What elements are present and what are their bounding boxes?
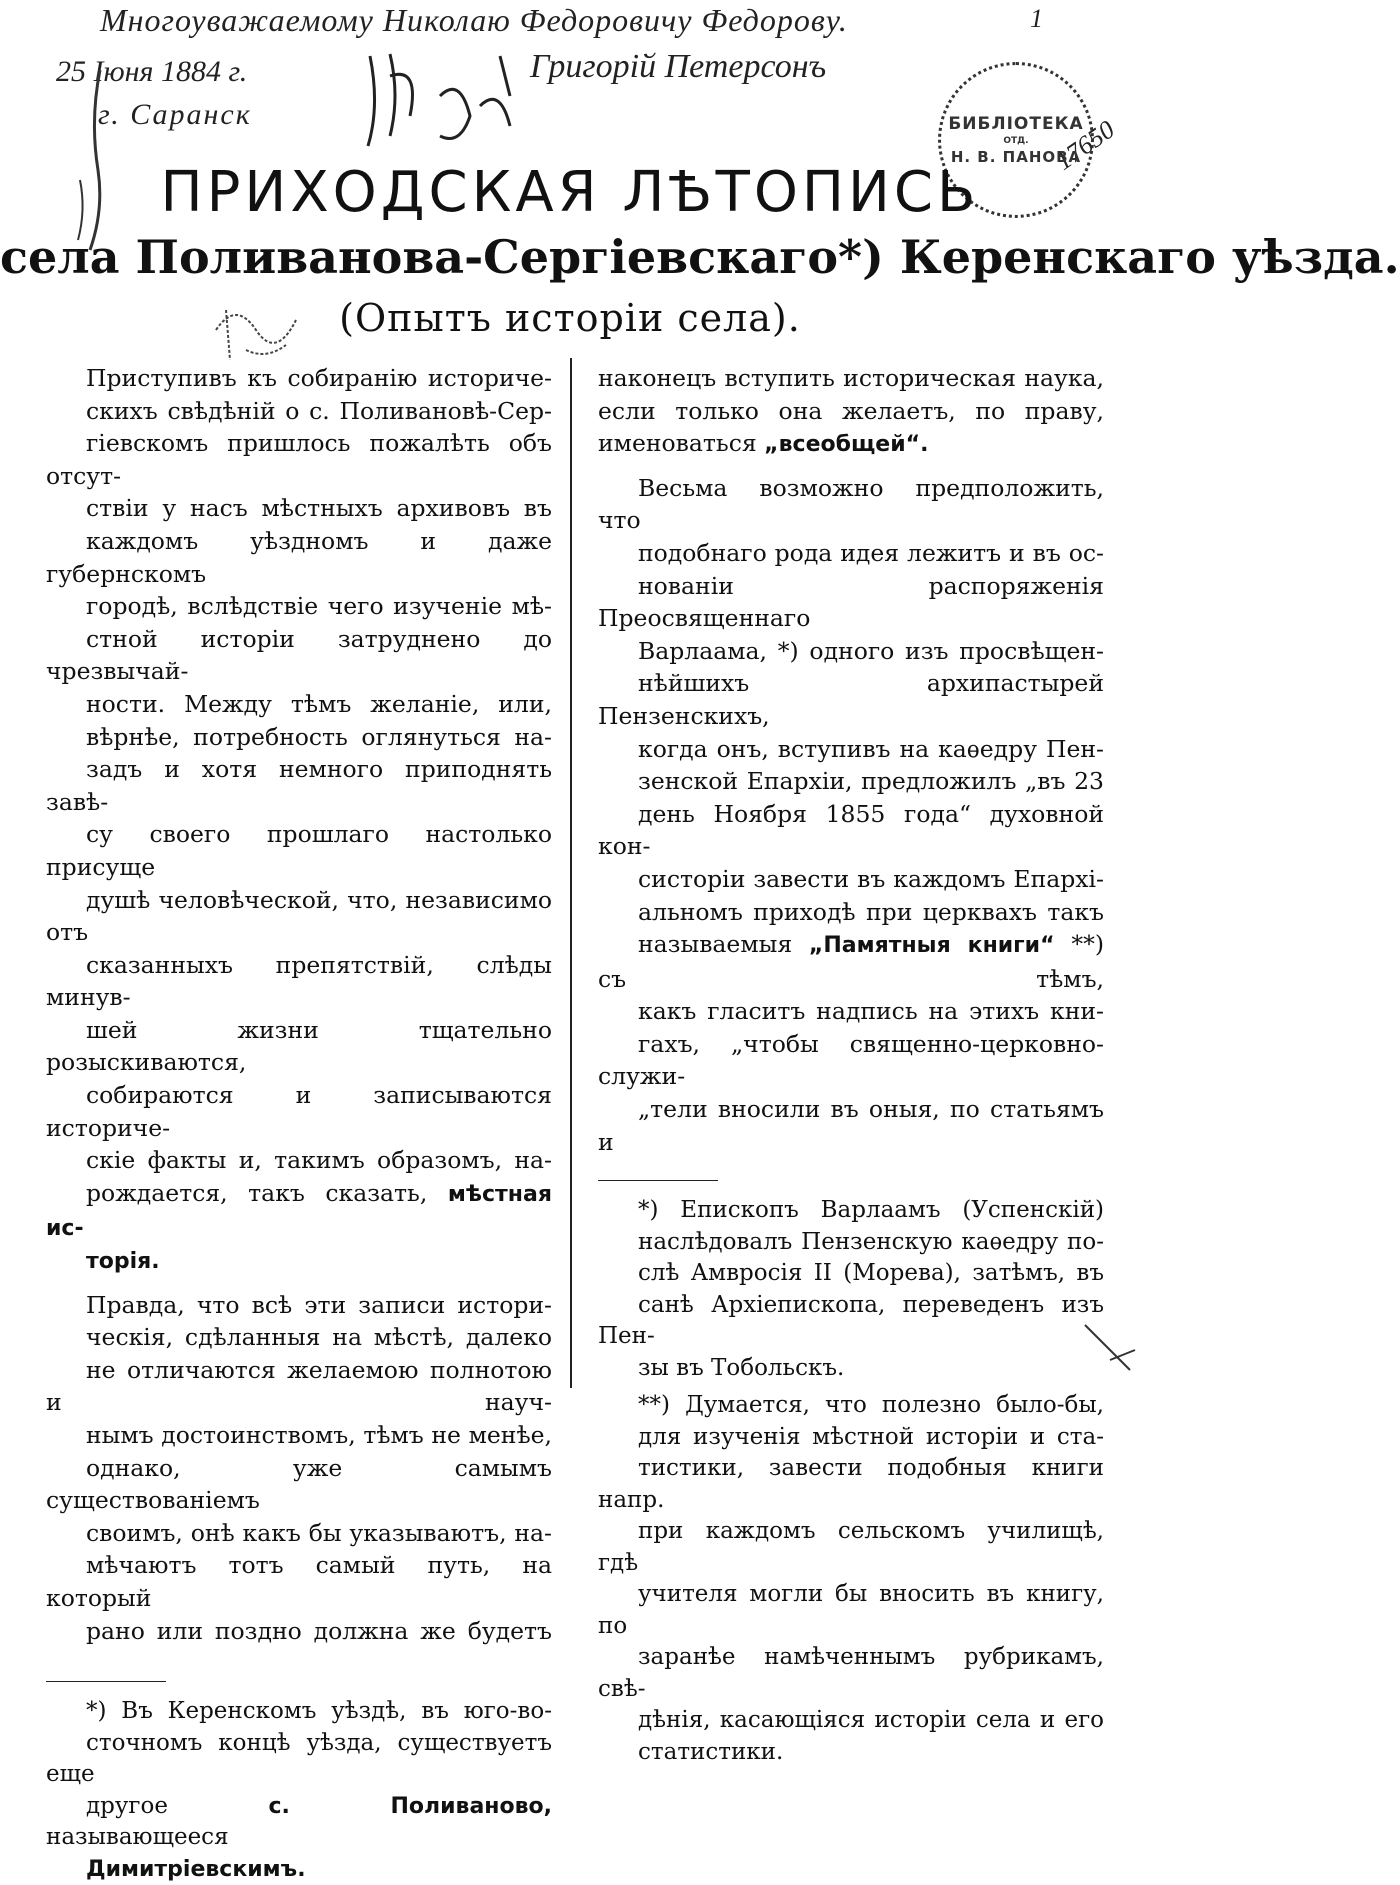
text-line: рано или поздно должна же будетъ xyxy=(86,1616,552,1645)
text-line: наконецъ вступить историческая наука, xyxy=(598,364,1104,392)
text-line: гіевскомъ пришлось пожалѣть объ отсут- xyxy=(46,429,552,490)
text-line: скіе факты и, такимъ образомъ, на- xyxy=(86,1146,552,1175)
text-line: скихъ свѣдѣній о с. Поливановѣ-Сер- xyxy=(86,396,552,425)
text-line: нымъ достоинствомъ, тѣмъ не менѣе, xyxy=(86,1421,552,1449)
emphasis-text: Поливаново, xyxy=(390,1793,552,1819)
text-fragment: называющееся xyxy=(46,1824,229,1851)
text-line: своимъ, онѣ какъ бы указываютъ, на- xyxy=(86,1518,552,1547)
paragraph-gap xyxy=(598,462,1104,472)
text-line: гахъ, „чтобы священно-церковно-служи- xyxy=(598,1029,1104,1091)
right-paragraph-1 xyxy=(598,362,1104,462)
handwritten-dedication: Многоуважаемому Николаю Федоровичу Федорову. xyxy=(100,2,848,38)
emphasis-text: „всеобщей“. xyxy=(764,432,929,458)
text-line: зы въ Тобольскъ. xyxy=(638,1354,845,1381)
text-line: шей жизни тщательно розыскиваются, xyxy=(46,1015,552,1077)
text-fragment: другое xyxy=(86,1792,168,1819)
text-line: *) Епископъ Варлаамъ (Успенскій) xyxy=(638,1197,1104,1224)
emphasis-text: мѣстная ис- xyxy=(46,1181,552,1242)
text-line: ствіи у насъ мѣстныхъ архивовъ въ xyxy=(86,494,552,523)
text-fragment: рождается, такъ сказать, xyxy=(86,1178,428,1207)
text-line: Приступивъ къ собиранію историче- xyxy=(86,364,552,392)
stamp-line1: БИБЛІОТЕКА xyxy=(948,114,1084,134)
text-line: когда онъ, вступивъ на каѳедру Пен- xyxy=(638,734,1104,763)
text-line: сточномъ концѣ уѣзда, существуетъ еще xyxy=(46,1729,552,1788)
text-line: если только она желаетъ, по праву, xyxy=(598,396,1104,425)
text-line: наслѣдовалъ Пензенскую каѳедру по- xyxy=(638,1228,1104,1255)
emphasis-text: с. xyxy=(268,1793,290,1819)
text-line: вѣрнѣе, потребность оглянуться на- xyxy=(86,722,552,751)
text-line xyxy=(598,427,1104,462)
right-footnote-1 xyxy=(598,1195,1104,1384)
text-line xyxy=(46,1791,552,1854)
text-line: городѣ, вслѣдствіе чего изученіе мѣ- xyxy=(86,592,552,621)
text-line: не отличаются желаемою полнотою и науч- xyxy=(46,1355,552,1417)
handwritten-date: 25 Іюня 1884 г. xyxy=(56,55,248,88)
text-line: слѣ Амвросія II (Морева), затѣмъ, въ xyxy=(638,1260,1104,1287)
text-line: для изученія мѣстной исторіи и ста- xyxy=(638,1423,1104,1450)
text-line: мѣчаютъ тотъ самый путь, на который xyxy=(46,1551,552,1612)
text-line: подобнаго рода идея лежитъ и въ ос- xyxy=(638,538,1104,567)
text-fragment: называемыя xyxy=(638,930,793,959)
text-line: стной исторіи затруднено до чрезвычай- xyxy=(46,624,552,686)
text-line: ности. Между тѣмъ желаніе, или, xyxy=(86,689,552,718)
handwritten-signature: Григорій Петерсонъ xyxy=(530,48,827,85)
text-line: однако, уже самымъ существованіемъ xyxy=(46,1453,552,1515)
footnote-rule xyxy=(46,1681,166,1682)
handwritten-mark: 1 xyxy=(1030,4,1043,33)
text-line: ческія, сдѣланныя на мѣстѣ, далеко xyxy=(86,1323,552,1352)
text-fragment: **) съ тѣмъ, xyxy=(598,930,1104,993)
text-line: какъ гласитъ надпись на этихъ кни- xyxy=(638,997,1104,1026)
catalog-number: 17650 xyxy=(1050,114,1120,176)
text-line: нованіи распоряженія Преосвященнаго xyxy=(598,571,1104,633)
stamp-line3: Н. В. ПАНОВА xyxy=(950,148,1082,166)
text-line: день Ноября 1855 года“ духовной кон- xyxy=(598,799,1104,861)
title-note: (Опытъ исторіи села). xyxy=(339,296,801,340)
text-line: собираются и записываются историче- xyxy=(46,1081,552,1142)
text-line: **) Думается, что полезно было-бы, xyxy=(638,1392,1104,1419)
column-divider xyxy=(570,358,572,1388)
text-line: сказанныхъ препятствій, слѣды минув- xyxy=(46,950,552,1012)
text-line xyxy=(598,928,1104,995)
text-line: санѣ Архіепископа, переведенъ изъ Пен- xyxy=(598,1291,1104,1350)
emphasis-text: Димитріевскимъ. xyxy=(86,1856,306,1882)
left-footnote xyxy=(46,1696,552,1885)
text-line: „тели вносили въ оныя, по статьямъ и xyxy=(598,1095,1104,1156)
text-line: душѣ человѣческой, что, независимо отъ xyxy=(46,885,552,947)
text-line: статистики. xyxy=(638,1738,784,1765)
text-fragment: именоваться xyxy=(598,429,757,458)
emphasis-text: „Памятныя книги“ xyxy=(808,933,1055,959)
right-footnote-2 xyxy=(598,1390,1104,1768)
text-line: при каждомъ сельскомъ училищѣ, гдѣ xyxy=(598,1518,1104,1576)
text-line: *) Въ Керенскомъ уѣздѣ, въ юго-во- xyxy=(86,1698,552,1725)
main-title: ПРИХОДСКАЯ ЛѢТОПИСЬ xyxy=(160,160,980,225)
footnote-rule xyxy=(598,1180,718,1181)
text-line: дѣнія, касающіяся исторіи села и его xyxy=(638,1707,1104,1734)
handwritten-place: г. Саранск xyxy=(98,98,252,131)
paragraph-gap xyxy=(46,1279,552,1289)
text-line: зенской Епархіи, предложилъ „въ 23 xyxy=(638,767,1104,796)
text-line: каждомъ уѣздномъ и даже губернскомъ xyxy=(46,526,552,588)
text-line: задъ и хотя немного приподнять завѣ- xyxy=(46,755,552,816)
ink-scribble-monogram xyxy=(360,36,530,156)
right-column xyxy=(598,362,1104,1768)
text-line: альномъ приходѣ при церквахъ такъ xyxy=(638,897,1104,926)
left-paragraph-1 xyxy=(46,362,552,1279)
left-paragraph-2 xyxy=(46,1289,552,1648)
text-line: заранѣе намѣченнымъ рубрикамъ, свѣ- xyxy=(598,1644,1104,1702)
text-line: учителя могли бы вносить въ книгу, по xyxy=(598,1581,1104,1639)
text-line: нѣйшихъ архипастырей Пензенскихъ, xyxy=(598,669,1104,730)
right-paragraph-2 xyxy=(598,472,1104,1158)
text-line: систоріи завести въ каждомъ Епархі- xyxy=(638,864,1104,893)
text-line xyxy=(46,1177,552,1246)
text-line: тистики, завести подобныя книги напр. xyxy=(598,1455,1104,1513)
text-line: Варлаама, *) одного изъ просвѣщен- xyxy=(638,636,1104,665)
subtitle: села Поливанова-Сергіевскаго*) Керенскаго уѣзда. xyxy=(0,230,1400,284)
text-line: Правда, что всѣ эти записи истори- xyxy=(86,1290,552,1319)
emphasis-text-end: торія. xyxy=(86,1249,160,1275)
left-column xyxy=(46,362,552,1885)
stamp-line2: ОТД. xyxy=(1003,136,1029,146)
text-line: су своего прошлаго настолько присуще xyxy=(46,820,552,881)
text-line: Весьма возможно предположить, что xyxy=(598,473,1104,535)
